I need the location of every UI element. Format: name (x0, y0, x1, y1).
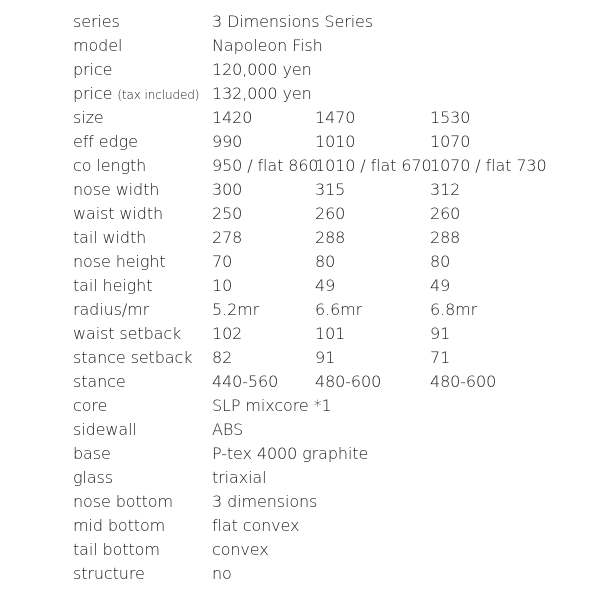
spec-value: 132,000 yen (212, 84, 312, 103)
spec-value-3: 71 (430, 348, 451, 367)
spec-label (73, 82, 199, 107)
spec-value-3: 260 (430, 204, 461, 223)
spec-label: glass (73, 468, 114, 487)
spec-row-model (0, 34, 600, 58)
spec-value-3: 288 (430, 228, 461, 247)
spec-value: flat convex (212, 516, 300, 535)
spec-row-core (0, 394, 600, 418)
spec-value: convex (212, 540, 269, 559)
spec-value-2: 315 (315, 180, 346, 199)
spec-value: 3 dimensions (212, 492, 318, 511)
spec-value-1: 82 (212, 348, 233, 367)
spec-value-1: 250 (212, 204, 243, 223)
spec-label: nose height (73, 252, 166, 271)
spec-row-tail-width (0, 226, 600, 250)
spec-value-1: 440-560 (212, 372, 279, 391)
spec-row-glass (0, 466, 600, 490)
spec-row-stance-setback (0, 346, 600, 370)
spec-value-2: 91 (315, 348, 336, 367)
spec-label: nose bottom (73, 492, 173, 511)
spec-label: mid bottom (73, 516, 166, 535)
spec-row-base (0, 442, 600, 466)
spec-value: SLP mixcore *1 (212, 396, 332, 415)
spec-value-2: 288 (315, 228, 346, 247)
spec-value-2: 480-600 (315, 372, 382, 391)
spec-row-nose-width (0, 178, 600, 202)
spec-value-1: 70 (212, 252, 233, 271)
spec-row-waist-width (0, 202, 600, 226)
spec-label: structure (73, 564, 145, 583)
spec-label: tail bottom (73, 540, 160, 559)
spec-value-3: 312 (430, 180, 461, 199)
spec-value-3: 49 (430, 276, 451, 295)
spec-value-3: 6.8mr (430, 300, 478, 319)
spec-row-tail-bottom (0, 538, 600, 562)
spec-label: price (73, 60, 113, 79)
spec-value-1: 950 / flat 860 (212, 156, 319, 175)
spec-label: stance setback (73, 348, 193, 367)
spec-value-2: 80 (315, 252, 336, 271)
spec-value-2: 49 (315, 276, 336, 295)
spec-row-structure (0, 562, 600, 586)
spec-value-3: 1530 (430, 108, 471, 127)
spec-value: Napoleon Fish (212, 36, 323, 55)
spec-row-price (0, 58, 600, 82)
spec-row-nose-height (0, 250, 600, 274)
spec-label: nose width (73, 180, 160, 199)
spec-value: 120,000 yen (212, 60, 312, 79)
spec-value: P-tex 4000 graphite (212, 444, 369, 463)
spec-label: sidewall (73, 420, 137, 439)
spec-value-2: 6.6mr (315, 300, 363, 319)
spec-value-2: 1010 (315, 132, 356, 151)
spec-label: size (73, 108, 104, 127)
spec-value-2: 1470 (315, 108, 356, 127)
spec-label: core (73, 396, 108, 415)
spec-value-3: 91 (430, 324, 451, 343)
spec-value-1: 102 (212, 324, 243, 343)
spec-row-mid-bottom (0, 514, 600, 538)
spec-label: radius/mr (73, 300, 150, 319)
spec-row-nose-bottom (0, 490, 600, 514)
spec-value-2: 101 (315, 324, 346, 343)
spec-row-tail-height (0, 274, 600, 298)
spec-label: tail width (73, 228, 147, 247)
spec-row-eff-edge (0, 130, 600, 154)
spec-row-radius (0, 298, 600, 322)
spec-label: series (73, 12, 120, 31)
spec-label: eff edge (73, 132, 138, 151)
spec-label-note: (tax included) (117, 88, 200, 102)
spec-value: 3 Dimensions Series (212, 12, 374, 31)
spec-label: model (73, 36, 123, 55)
spec-label: base (73, 444, 111, 463)
spec-label-main: price (73, 84, 113, 103)
spec-value-2: 260 (315, 204, 346, 223)
spec-value-1: 1420 (212, 108, 253, 127)
spec-value-1: 990 (212, 132, 243, 151)
spec-row-co-length (0, 154, 600, 178)
spec-value-3: 1070 (430, 132, 471, 151)
spec-row-size (0, 106, 600, 130)
spec-row-price-tax (0, 82, 600, 106)
spec-label: co length (73, 156, 147, 175)
spec-value-3: 1070 / flat 730 (430, 156, 547, 175)
spec-row-series (0, 10, 600, 34)
spec-row-waist-setback (0, 322, 600, 346)
spec-label: stance (73, 372, 126, 391)
spec-value-1: 5.2mr (212, 300, 260, 319)
spec-value-3: 80 (430, 252, 451, 271)
spec-value-2: 1010 / flat 670 (315, 156, 432, 175)
spec-label: waist width (73, 204, 164, 223)
spec-row-sidewall (0, 418, 600, 442)
spec-value-3: 480-600 (430, 372, 497, 391)
spec-value: triaxial (212, 468, 267, 487)
spec-label: waist setback (73, 324, 182, 343)
spec-value-1: 10 (212, 276, 233, 295)
spec-value: no (212, 564, 232, 583)
spec-value: ABS (212, 420, 243, 439)
spec-label: tail height (73, 276, 153, 295)
spec-value-1: 278 (212, 228, 243, 247)
spec-value-1: 300 (212, 180, 243, 199)
spec-row-stance (0, 370, 600, 394)
